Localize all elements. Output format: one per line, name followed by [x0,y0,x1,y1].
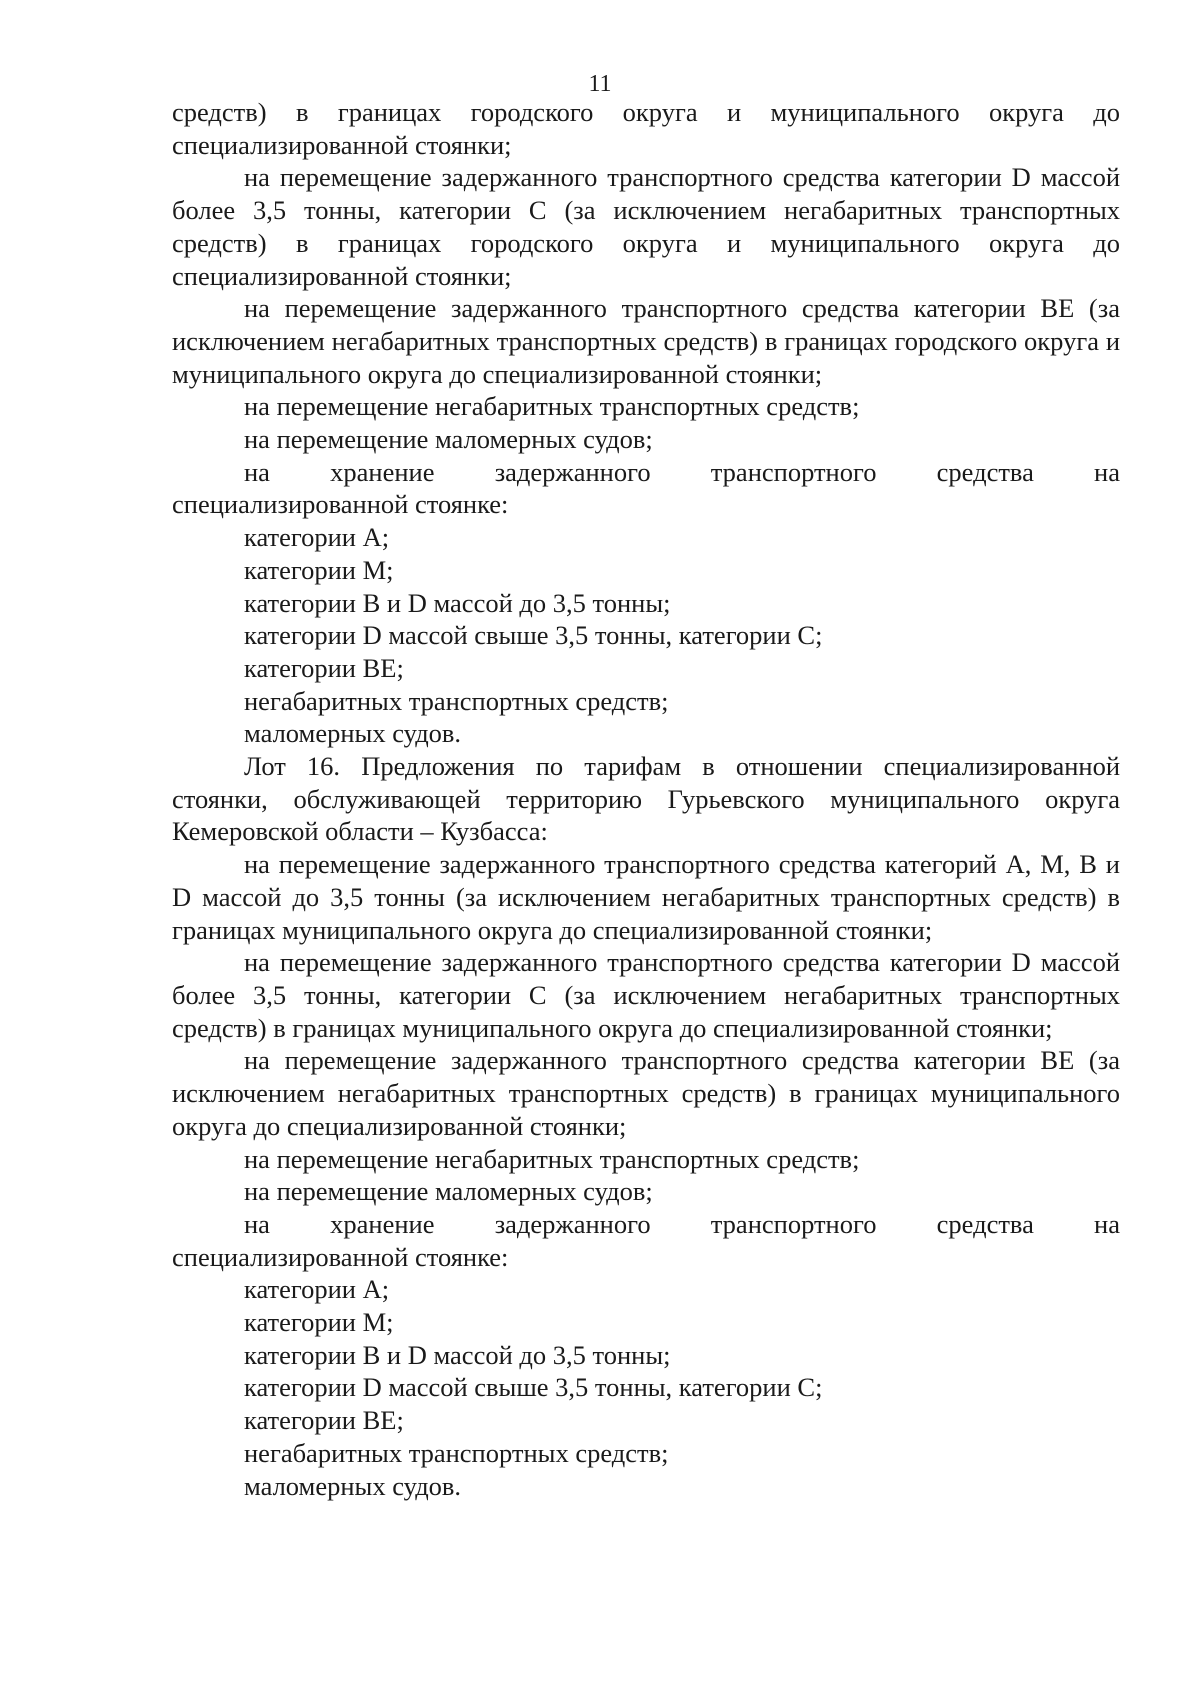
paragraph: категории В и D массой до 3,5 тонны; [244,1339,671,1370]
paragraph: маломерных судов. [244,1470,462,1501]
paragraph: средств) в границах городского округа и муниципального округа до специализированной стоянки; [172,97,1120,160]
paragraph: на хранение задержанного транспортного средства на [244,456,1120,487]
paragraph: на перемещение задержанного транспортного средства категории D массой более 3,5 тонны, категории С (за исключением негабаритных транспортных средств) в границах городского округа и муниципального округа до специализированной стоянки; [172,162,1120,291]
paragraph: категории D массой свыше 3,5 тонны, категории С; [244,1372,823,1403]
paragraph: на перемещение задержанного транспортного средства категории D массой более 3,5 тонны, категории С (за исключением негабаритных транспортных средств) в границах муниципального округа до специализированной стоянки; [172,947,1120,1043]
paragraph: на перемещение негабаритных транспортных средств; [244,391,860,422]
paragraph: категории ВЕ; [244,1405,404,1436]
paragraph: категории В и D массой до 3,5 тонны; [244,587,671,618]
paragraph: на перемещение негабаритных транспортных средств; [244,1143,860,1174]
paragraph: на перемещение задержанного транспортного средства категорий А, М, В и D массой до 3,5 тонны (за исключением негабаритных транспортных средств) в границах муниципального округа до специализированной стоянки; [172,849,1120,945]
paragraph: негабаритных транспортных средств; [244,685,669,716]
paragraph: на хранение задержанного транспортного средства на [244,1208,1120,1239]
paragraph: негабаритных транспортных средств; [244,1437,669,1468]
paragraph: Лот 16. Предложения по тарифам в отношении специализированной стоянки, обслуживающей территорию Гурьевского муниципального округа Кемеровской области – Кузбасса: [172,751,1120,847]
document-body [172,96,1120,1502]
paragraph: на перемещение задержанного транспортного средства категории ВЕ (за исключением негабаритных транспортных средств) в границах муниципального округа до специализированной стоянки; [172,1045,1120,1141]
paragraph: на перемещение задержанного транспортного средства категории ВЕ (за исключением негабаритных транспортных средств) в границах городского округа и муниципального округа до специализированной стоянки; [172,293,1120,389]
paragraph: категории М; [244,1307,394,1338]
page-number: 11 [588,71,612,97]
paragraph: категории ВЕ; [244,652,404,683]
paragraph: специализированной стоянке: [172,1241,509,1272]
paragraph: категории D массой свыше 3,5 тонны, категории С; [244,620,823,651]
paragraph: маломерных судов. [244,718,462,749]
paragraph: категории М; [244,554,394,585]
paragraph: на перемещение маломерных судов; [244,1176,653,1207]
paragraph: категории А; [244,522,390,553]
paragraph: на перемещение маломерных судов; [244,424,653,455]
paragraph: специализированной стоянке: [172,489,509,520]
paragraph: категории А; [244,1274,390,1305]
